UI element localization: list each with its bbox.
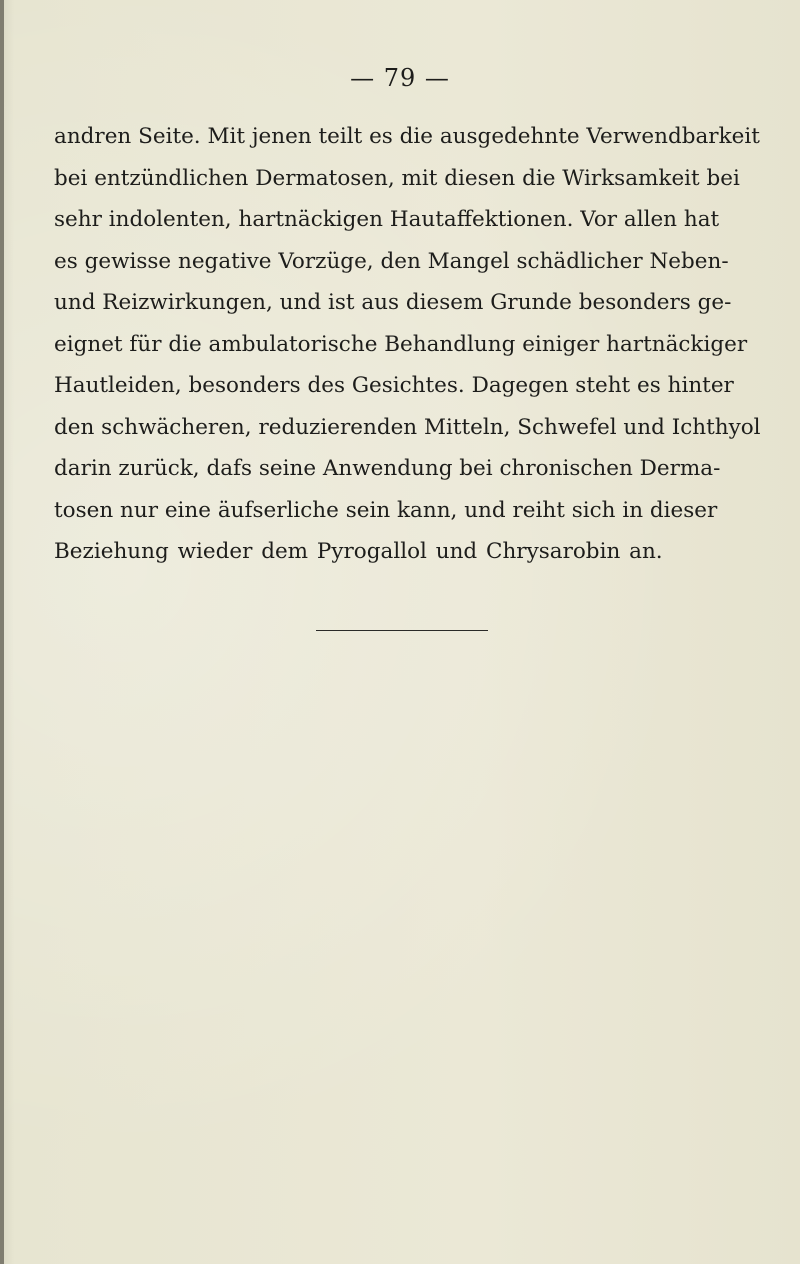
text-line: eignet für die ambulatorische Behandlung einiger hartnäckiger <box>54 331 748 357</box>
text-line: darin zurück, dafs seine Anwendung bei chronischen Derma- <box>54 456 721 481</box>
text-line: tosen nur eine äufserliche sein kann, und reiht sich in dieser <box>54 497 718 523</box>
text-line: andren Seite. Mit jenen teilt es die ausgedehnte Verwendbarkeit <box>54 124 760 149</box>
text-line: bei entzündlichen Dermatosen, mit diesen die Wirksamkeit bei <box>54 165 740 191</box>
text-line: es gewisse negative Vorzüge, den Mangel schädlicher Neben- <box>54 248 729 274</box>
text-line: Hautleiden, besonders des Gesichtes. Dagegen steht es hinter <box>54 373 734 398</box>
text-line: und Reizwirkungen, und ist aus diesem Grunde besonders ge- <box>54 290 732 315</box>
text-line: sehr indolenten, hartnäckigen Hautaffektionen. Vor allen hat <box>54 207 720 232</box>
page-edge-shadow <box>0 0 4 1264</box>
text-line-last: Beziehung wieder dem Pyrogallol und Chrysarobin an. <box>54 539 663 564</box>
text-line: den schwächeren, reduzierenden Mitteln, Schwefel und Ichthyol <box>54 414 761 440</box>
body-paragraph <box>54 116 761 573</box>
page-number: — 79 — <box>350 64 450 92</box>
section-end-rule <box>316 630 488 631</box>
